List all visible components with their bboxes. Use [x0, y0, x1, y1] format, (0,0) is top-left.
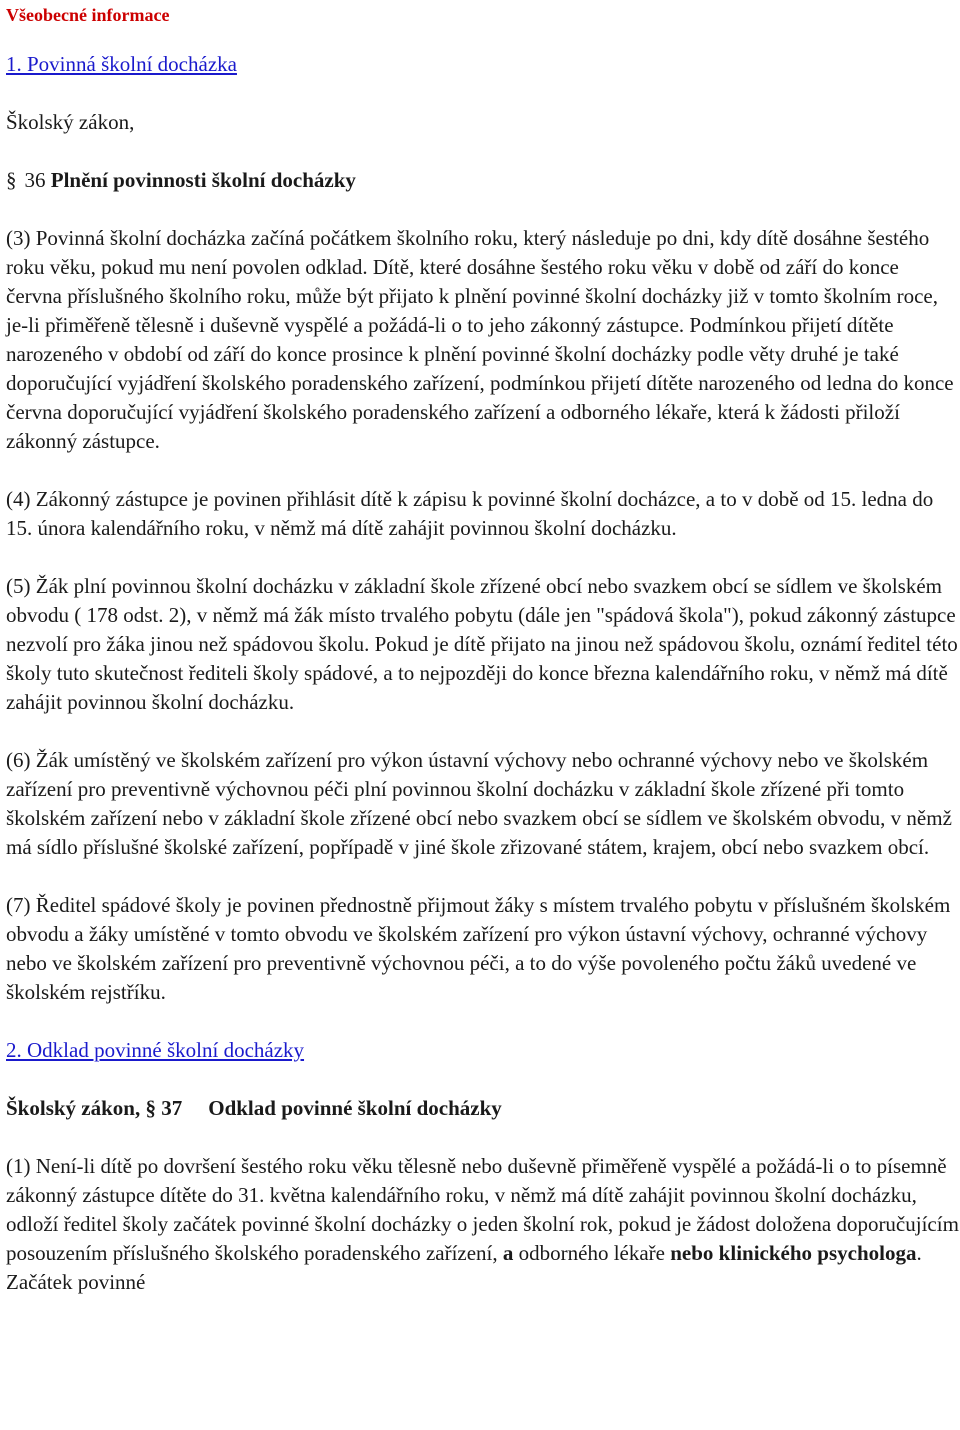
law-name: Školský zákon,	[6, 1096, 141, 1120]
paragraph-4: (4) Zákonný zástupce je povinen přihlásit dítě k zápisu k povinné školní docházce, a to v době od 15. ledna do 15. února kalendářního roku, v němž má dítě zahájit povinnou školní docházku.	[6, 487, 934, 540]
section-heading-37	[6, 1094, 960, 1123]
section-title: Plnění povinnosti školní docházky	[50, 168, 356, 192]
law-name: Školský zákon,	[6, 110, 135, 134]
paragraph-5: (5) Žák plní povinnou školní docházku v základní škole zřízené obcí nebo svazkem obcí se sídlem ve školském obvodu ( 178 odst. 2), v němž má žák místo trvalého pobytu (dále jen "spádová škola"), pokud zákonný zástupce nezvolí pro žáka jinou než spádovou školu. Pokud je dítě přijato na jinou než spádovou školu, oznámí ředitel této školy tuto skutečnost řediteli školy spádové, a to nejpozději do konce března kalendářního roku, v němž má dítě zahájit povinnou školní docházku.	[6, 574, 958, 714]
paragraph-text: . Začátek povinné	[6, 1241, 922, 1294]
section-link-deferral[interactable]: 2. Odklad povinné školní docházky	[6, 1038, 305, 1062]
page-title: Všeobecné informace	[6, 5, 170, 25]
paragraph-3: (3) Povinná školní docházka začíná počátkem školního roku, který následuje po dni, kdy dítě dosáhne šestého roku věku, pokud mu není povolen odklad. Dítě, které dosáhne šestého roku věku v době od září do konce června příslušného školního roku, může být přijato k plnění povinné školní docházky již v tomto školním roce, je-li přiměřeně tělesně i duševně vyspělé a požádá-li o to jeho zákonný zástupce. Podmínkou přijetí dítěte narozeného v období od září do konce prosince k plnění povinné školní docházky podle věty druhé je také doporučující vyjádření školského poradenského zařízení, podmínkou přijetí dítěte narozeného od ledna do konce června doporučující vyjádření školského poradenského zařízení a odborného lékaře, která k žádosti přiloží zákonný zástupce.	[6, 226, 954, 453]
paragraph-7: (7) Ředitel spádové školy je povinen přednostně přijmout žáky s místem trvalého pobytu v příslušném školském obvodu a žáky umístěné v tomto obvodu ve školském zařízení pro výkon ústavní výchovy, ochranné výchovy nebo ve školském zařízení pro preventivně výchovnou péči, a to do výše povoleného počtu žáků uvedené ve školském rejstříku.	[6, 893, 951, 1004]
paragraph-text: (1) Není-li dítě po dovršení šestého roku věku tělesně nebo duševně přiměřeně vyspělé a požádá-li o to písemně zákonný zástupce dítěte do 31. května kalendářního roku, v němž má dítě zahájit povinnou školní docházku, odloží ředitel školy začátek povinné školní docházky o jeden školní rok, pokud je žádost doložena doporučujícím posouzením příslušného školského poradenského zařízení,	[6, 1154, 959, 1265]
section-sign: §	[6, 168, 17, 192]
paragraph-bold-text: a	[502, 1241, 514, 1265]
paragraph-6: (6) Žák umístěný ve školském zařízení pro výkon ústavní výchovy nebo ochranné výchovy nebo ve školském zařízení pro preventivně výchovnou péči plní povinnou školní docházku v základní škole zřízené při tomto školském zařízení nebo v základní škole zřízené obcí nebo svazkem obcí se sídlem ve školském obvodu, v němž má sídlo příslušné školské zařízení, popřípadě v jiné škole zřizované státem, krajem, obcí nebo svazkem obcí.	[6, 748, 952, 859]
section-sign: §	[145, 1096, 156, 1120]
section-number: 36	[24, 168, 46, 192]
section-link-compulsory-attendance[interactable]: 1. Povinná školní docházka	[6, 52, 237, 76]
paragraph-bold-text: nebo klinického psychologa	[670, 1241, 917, 1265]
paragraph-text: odborného lékaře	[518, 1241, 665, 1265]
section-title: Odklad povinné školní docházky	[208, 1096, 502, 1120]
paragraph-37-1	[6, 1152, 960, 1297]
section-number: 37	[161, 1096, 183, 1120]
section-heading-36	[6, 166, 960, 195]
